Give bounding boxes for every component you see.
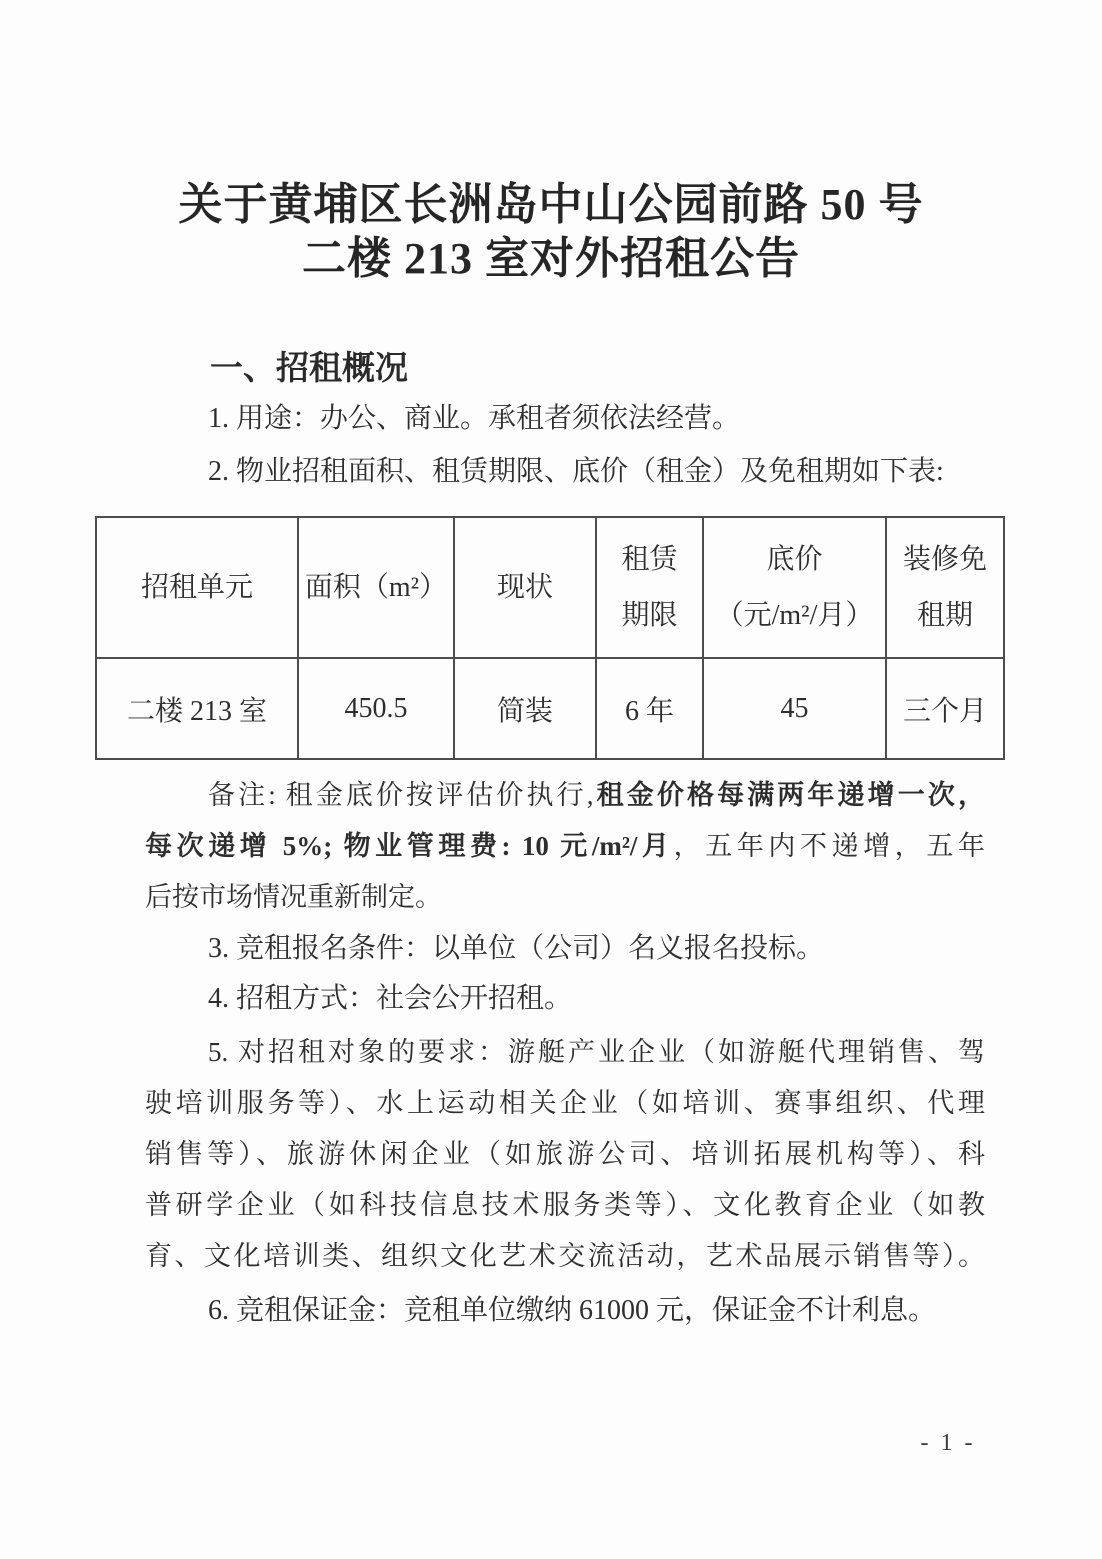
section-heading: 一、招租概况 xyxy=(210,349,408,386)
document-title xyxy=(0,178,1102,286)
table-header-rent-free xyxy=(886,517,1004,658)
paragraph-item-5 xyxy=(145,1027,985,1282)
title-line-2: 二楼 213 室对外招租公告 xyxy=(302,234,800,283)
paragraph-item-6: 6. 竞租保证金：竞租单位缴纳 61000 元，保证金不计利息。 xyxy=(208,1295,937,1326)
table-header-term xyxy=(596,517,703,658)
table-header-base-price xyxy=(703,517,886,658)
cell-rent-free: 三个月 xyxy=(886,658,1004,759)
header-area-line1: 面积（m²） xyxy=(304,571,448,603)
table-header-row xyxy=(96,517,1004,658)
remark-line-2 xyxy=(145,821,985,872)
cell-area: 450.5 xyxy=(298,658,454,759)
header-term-line2: 期限 xyxy=(621,599,678,631)
remark-line1-bold: 租金价格每满两年递增一次， xyxy=(593,780,985,810)
paragraph-item-1: 1. 用途：办公、商业。承租者须依法经营。 xyxy=(208,403,741,434)
item5-line-1: 5. 对招租对象的要求：游艇产业企业（如游艇代理销售、驾 xyxy=(208,1037,985,1067)
remark-line-3: 后按市场情况重新制定。 xyxy=(145,882,442,912)
rental-table xyxy=(95,516,1005,760)
remark-line2-normal: ，五年内不递增，五年 xyxy=(673,831,985,861)
header-rent-free-line1: 装修免 xyxy=(902,543,987,575)
cell-base-price: 45 xyxy=(703,658,886,759)
item5-line-3: 销售等）、旅游休闲企业（如旅游公司、培训拓展机构等）、科 xyxy=(145,1139,985,1169)
paragraph-item-2: 2. 物业招租面积、租赁期限、底价（租金）及免租期如下表: xyxy=(208,456,944,487)
table-header-area xyxy=(298,517,454,658)
cell-condition: 简装 xyxy=(454,658,596,759)
remark-line1-normal: 备注: 租金底价按评估价执行, xyxy=(208,780,594,810)
header-condition-line1: 现状 xyxy=(496,571,553,603)
remark-line2-bold: 每次递增 5%; 物业管理费: 10 元/m²/月 xyxy=(145,831,674,861)
item5-line-2: 驶培训服务等）、水上运动相关企业（如培训、赛事组织、代理 xyxy=(145,1088,985,1118)
paragraph-item-3: 3. 竞租报名条件：以单位（公司）名义报名投标。 xyxy=(208,933,825,964)
title-line-1: 关于黄埔区长洲岛中山公园前路 50 号 xyxy=(178,180,924,229)
table-header-unit xyxy=(96,517,298,658)
header-rent-free-line2: 租期 xyxy=(916,599,973,631)
paragraph-item-4: 4. 招租方式：社会公开招租。 xyxy=(208,983,573,1014)
remark-line-1 xyxy=(145,770,985,821)
header-base-price-line2: （元/m²/月） xyxy=(715,599,874,631)
item5-line-4: 普研学企业（如科技信息技术服务类等）、文化教育企业（如教 xyxy=(145,1190,985,1220)
header-base-price-line1: 底价 xyxy=(766,543,823,575)
header-term-line1: 租赁 xyxy=(621,543,678,575)
item5-line-5: 育、文化培训类、组织文化艺术交流活动，艺术品展示销售等）。 xyxy=(145,1241,985,1271)
table-row xyxy=(96,658,1004,759)
page-number: - 1 - xyxy=(920,1430,976,1456)
cell-term: 6 年 xyxy=(596,658,703,759)
table-header-condition xyxy=(454,517,596,658)
cell-unit: 二楼 213 室 xyxy=(96,658,298,759)
remark-paragraph xyxy=(145,770,985,923)
header-unit-line1: 招租单元 xyxy=(140,571,253,603)
rental-table-container xyxy=(95,516,1005,760)
